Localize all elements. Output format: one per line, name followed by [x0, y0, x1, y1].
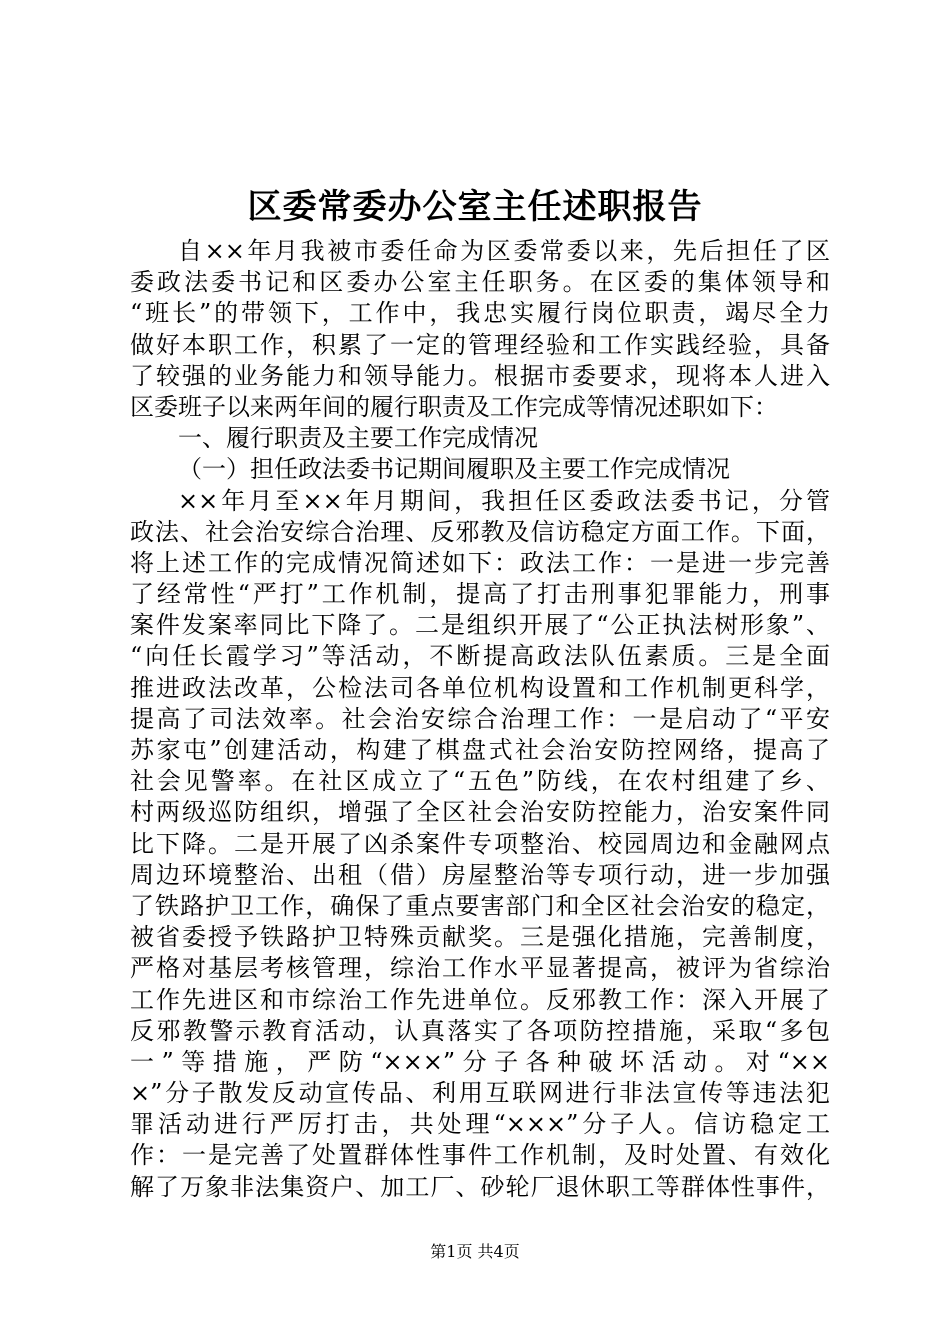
- text-line: 做好本职工作，积累了一定的管理经验和工作实践经验，具备: [130, 330, 830, 359]
- text-line: 了较强的业务能力和领导能力。根据市委要求，现将本人进入: [130, 361, 830, 390]
- text-line: 一、履行职责及主要工作完成情况: [178, 424, 538, 453]
- text-line: 社会见警率。在社区成立了“五色”防线，在农村组建了乡、: [130, 767, 830, 796]
- document-body: [130, 236, 830, 1203]
- text-line: “向任长霞学习”等活动，不断提高政法队伍素质。三是全面: [130, 642, 830, 671]
- text-line: 罪活动进行严厉打击，共处理“×××”分子人。信访稳定工: [130, 1110, 830, 1139]
- text-line: 苏家屯”创建活动，构建了棋盘式社会治安防控网络，提高了: [130, 736, 830, 764]
- text-line: 委政法委书记和区委办公室主任职务。在区委的集体领导和: [130, 268, 830, 297]
- text-line: （一）担任政法委书记期间履职及主要工作完成情况: [178, 455, 730, 484]
- text-line: 案件发案率同比下降了。二是组织开展了“公正执法树形象”、: [130, 611, 830, 640]
- text-line: 工作先进区和市综治工作先进单位。反邪教工作：深入开展了: [130, 985, 830, 1014]
- page-footer: 第1页 共4页: [430, 1242, 520, 1261]
- text-line: 区委班子以来两年间的履行职责及工作完成等情况述职如下：: [130, 392, 778, 421]
- text-line: 解了万象非法集资户、加工厂、砂轮厂退休职工等群体性事件，: [130, 1172, 830, 1201]
- text-line: 周边环境整治、出租（借）房屋整治等专项行动，进一步加强: [130, 860, 830, 889]
- text-line: 将上述工作的完成情况简述如下：政法工作：一是进一步完善: [130, 548, 830, 577]
- document-title: 区委常委办公室主任述职报告: [247, 187, 703, 227]
- text-line: 政法、社会治安综合治理、反邪教及信访稳定方面工作。下面，: [130, 517, 830, 546]
- text-line: 作：一是完善了处置群体性事件工作机制，及时处置、有效化: [130, 1141, 830, 1170]
- text-line: 被省委授予铁路护卫特殊贡献奖。三是强化措施，完善制度，: [130, 923, 830, 952]
- text-line: “班长”的带领下，工作中，我忠实履行岗位职责，竭尽全力: [130, 299, 830, 328]
- text-line: 比下降。二是开展了凶杀案件专项整治、校园周边和金融网点: [130, 829, 830, 858]
- text-line: 了铁路护卫工作，确保了重点要害部门和全区社会治安的稳定，: [130, 891, 830, 920]
- text-line: 提高了司法效率。社会治安综合治理工作：一是启动了“平安: [130, 704, 830, 733]
- text-line: 村两级巡防组织，增强了全区社会治安防控能力，治安案件同: [130, 798, 830, 827]
- text-line: ××年月至××年月期间，我担任区委政法委书记，分管: [178, 486, 830, 515]
- text-line: 严格对基层考核管理，综治工作水平显著提高，被评为省综治: [130, 954, 830, 983]
- text-line: 反邪教警示教育活动，认真落实了各项防控措施，采取“多包: [130, 1016, 830, 1045]
- text-line: 推进政法改革，公检法司各单位机构设置和工作机制更科学，: [130, 673, 830, 702]
- text-line: 一”等措施，严防“×××”分子各种破坏活动。对“××: [130, 1047, 830, 1076]
- text-line: 了经常性“严打”工作机制，提高了打击刑事犯罪能力，刑事: [130, 580, 830, 609]
- text-line: 自××年月我被市委任命为区委常委以来，先后担任了区: [178, 237, 830, 265]
- text-line: ×”分子散发反动宣传品、利用互联网进行非法宣传等违法犯: [130, 1079, 830, 1108]
